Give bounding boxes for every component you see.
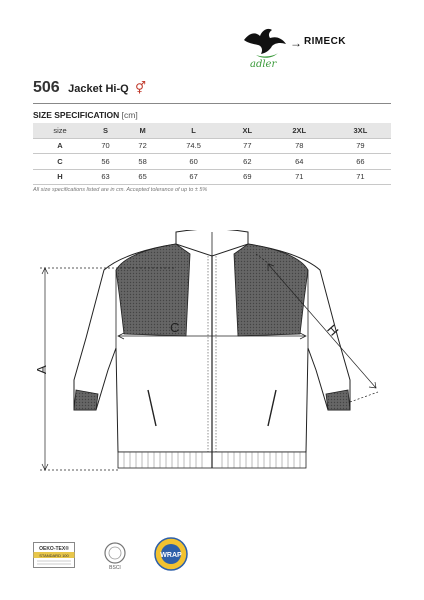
table-header-cell: 3XL bbox=[330, 123, 391, 138]
eagle-logo-icon bbox=[242, 26, 288, 60]
oeko-tex-icon bbox=[33, 542, 75, 568]
table-cell: 72 bbox=[124, 138, 161, 154]
table-header-cell: XL bbox=[226, 123, 269, 138]
product-name: Jacket Hi-Q bbox=[68, 83, 129, 95]
table-cell: 74.5 bbox=[161, 138, 226, 154]
size-table bbox=[33, 123, 391, 185]
jacket-sketch bbox=[0, 230, 424, 480]
svg-text:WRAP: WRAP bbox=[160, 552, 182, 559]
product-title bbox=[33, 79, 146, 99]
table-cell: 65 bbox=[124, 169, 161, 185]
adler-wordmark: adler bbox=[250, 59, 277, 70]
measure-h-label: H bbox=[324, 321, 342, 339]
table-cell: C bbox=[33, 154, 87, 170]
table-cell: 67 bbox=[161, 169, 226, 185]
arrow-right-icon: → bbox=[290, 36, 302, 50]
table-cell: 62 bbox=[226, 154, 269, 170]
tolerance-note: All size specifications listed are in cm. Accepted tolerance of up to ± 5% bbox=[33, 187, 208, 193]
divider bbox=[33, 103, 391, 104]
table-cell: 56 bbox=[87, 154, 124, 170]
rimeck-wordmark: RIMECK bbox=[304, 36, 346, 47]
table-row bbox=[33, 169, 391, 185]
table-cell: 64 bbox=[269, 154, 330, 170]
svg-text:BSCI: BSCI bbox=[109, 565, 121, 570]
table-cell: 58 bbox=[124, 154, 161, 170]
table-cell: 79 bbox=[330, 138, 391, 154]
measure-c-label: C bbox=[170, 320, 180, 335]
table-row bbox=[33, 138, 391, 154]
wrap-badge bbox=[154, 537, 188, 576]
table-cell: 71 bbox=[330, 169, 391, 185]
product-code: 506 bbox=[33, 79, 60, 96]
table-cell: A bbox=[33, 138, 87, 154]
table-cell: 78 bbox=[269, 138, 330, 154]
spec-heading bbox=[33, 110, 138, 120]
cuff-left bbox=[74, 390, 98, 410]
cuff-right bbox=[326, 390, 350, 410]
spec-title: SIZE SPECIFICATION bbox=[33, 110, 120, 120]
table-row bbox=[33, 154, 391, 170]
table-cell: 70 bbox=[87, 138, 124, 154]
table-header-row bbox=[33, 123, 391, 138]
table-cell: 66 bbox=[330, 154, 391, 170]
table-cell: 77 bbox=[226, 138, 269, 154]
bsci-badge bbox=[103, 542, 127, 575]
table-header-cell: M bbox=[124, 123, 161, 138]
unisex-icon: ⚥ bbox=[135, 81, 146, 95]
oeko-tex-badge bbox=[33, 542, 75, 573]
spec-unit: [cm] bbox=[121, 110, 138, 120]
svg-text:OEKO-TEX®: OEKO-TEX® bbox=[39, 546, 69, 552]
table-cell: 69 bbox=[226, 169, 269, 185]
table-header-cell: size bbox=[33, 123, 87, 138]
table-header-cell: 2XL bbox=[269, 123, 330, 138]
bsci-icon bbox=[103, 542, 127, 570]
table-cell: H bbox=[33, 169, 87, 185]
brand-logos bbox=[242, 26, 392, 76]
table-cell: 63 bbox=[87, 169, 124, 185]
table-header-cell: S bbox=[87, 123, 124, 138]
table-cell: 60 bbox=[161, 154, 226, 170]
measure-a-label: A bbox=[34, 365, 49, 374]
table-header-cell: L bbox=[161, 123, 226, 138]
wrap-icon bbox=[154, 537, 188, 571]
svg-text:STANDARD 100: STANDARD 100 bbox=[39, 553, 69, 558]
table-cell: 71 bbox=[269, 169, 330, 185]
